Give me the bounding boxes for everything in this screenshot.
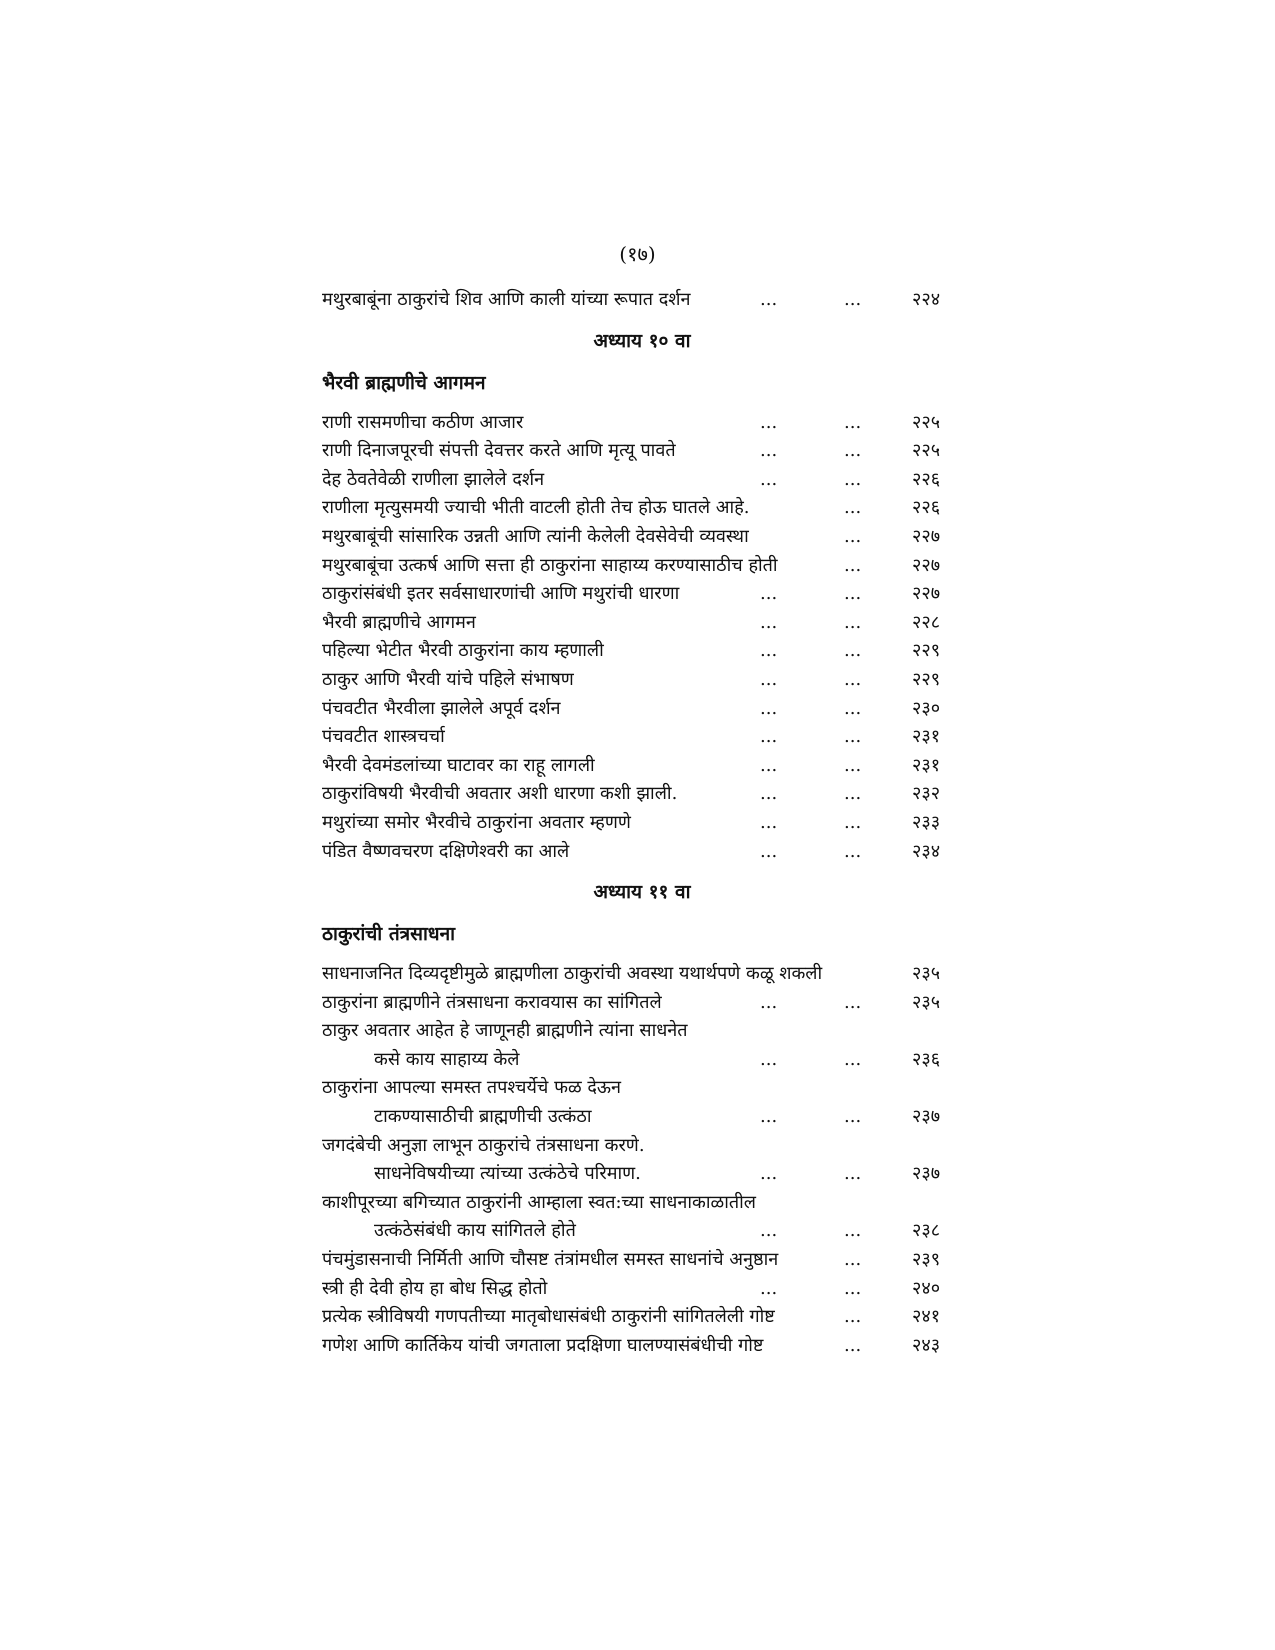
toc-entry bbox=[322, 1332, 962, 1361]
toc-page-number: २२७ bbox=[912, 583, 941, 605]
toc-page-number: २४० bbox=[912, 1277, 941, 1299]
toc-page-number: २३९ bbox=[912, 1249, 941, 1271]
toc-entry-title: पंडित वैष्णवचरण दक्षिणेश्वरी का आले bbox=[322, 840, 570, 862]
toc-entry-title: पंचवटीत भैरवीला झालेले अपूर्व दर्शन bbox=[322, 697, 561, 719]
toc-leader-dots: ... bbox=[844, 1163, 862, 1185]
toc-entry bbox=[322, 286, 962, 315]
toc-entry bbox=[322, 695, 962, 724]
toc-entry bbox=[322, 752, 962, 781]
toc-entry bbox=[322, 838, 962, 867]
toc-entry bbox=[322, 580, 962, 609]
toc-page-number: २३७ bbox=[912, 1163, 941, 1185]
toc-entry-title: भैरवी देवमंडलांच्या घाटावर का राहू लागली bbox=[322, 754, 595, 776]
toc-entry-title: मथुरबाबूंचा उत्कर्ष आणि सत्ता ही ठाकुरांना साहाय्य करण्यासाठीच होती bbox=[322, 554, 778, 576]
toc-leader-dots: ... bbox=[844, 525, 862, 547]
toc-leader-dots: ... bbox=[760, 1106, 778, 1128]
toc-entry-title: कसे काय साहाय्य केले bbox=[374, 1048, 520, 1070]
toc-leader-dots: ... bbox=[844, 289, 862, 310]
toc-page-number: २३१ bbox=[912, 754, 941, 776]
toc-entry-title: स्त्री ही देवी होय हा बोध सिद्ध होतो bbox=[322, 1277, 548, 1299]
toc-entry bbox=[322, 409, 962, 438]
toc-entry-title: काशीपूरच्या बगिच्यात ठाकुरांनी आम्हाला स्वत:च्या साधनाकाळातील bbox=[322, 1191, 756, 1213]
toc-page-number: २२६ bbox=[912, 468, 941, 490]
toc-entry-title: पहिल्या भेटीत भैरवी ठाकुरांना काय म्हणाली bbox=[322, 640, 604, 662]
toc-page-number: २३० bbox=[912, 697, 941, 719]
toc-leader-dots: ... bbox=[760, 1048, 778, 1070]
toc-entry bbox=[322, 1132, 962, 1161]
toc-page-number: २४३ bbox=[912, 1334, 941, 1356]
toc-page-number: २३७ bbox=[912, 1106, 941, 1128]
chapter-10-entry-list bbox=[322, 409, 962, 867]
toc-page-number: २२९ bbox=[912, 640, 941, 662]
toc-page-number: २३५ bbox=[912, 963, 941, 985]
toc-entry bbox=[322, 523, 962, 552]
toc-page-number: २४१ bbox=[912, 1306, 941, 1328]
toc-page-number: २२४ bbox=[912, 289, 941, 310]
toc-entry bbox=[322, 809, 962, 838]
toc-leader-dots: ... bbox=[760, 726, 778, 748]
toc-leader-dots: ... bbox=[844, 1048, 862, 1070]
toc-leader-dots: ... bbox=[760, 840, 778, 862]
toc-entry bbox=[322, 466, 962, 495]
toc-entry bbox=[322, 1017, 962, 1046]
toc-entry-title: साधनाजनित दिव्यदृष्टीमुळे ब्राह्मणीला ठाकुरांची अवस्था यथार्थपणे कळू शकली bbox=[322, 963, 823, 985]
toc-leader-dots: ... bbox=[844, 1106, 862, 1128]
toc-entry-title: ठाकुरांना आपल्या समस्त तपश्चर्येचे फळ देऊन bbox=[322, 1077, 622, 1099]
toc-page-number: २३२ bbox=[912, 783, 941, 805]
toc-entry-title: मथुरबाबूंना ठाकुरांचे शिव आणि काली यांच्या रूपात दर्शन bbox=[322, 289, 691, 310]
toc-leader-dots: ... bbox=[760, 1220, 778, 1242]
toc-entry bbox=[322, 1246, 962, 1275]
toc-leader-dots: ... bbox=[760, 754, 778, 776]
toc-page-number: २२८ bbox=[912, 611, 941, 633]
toc-leader-dots: ... bbox=[844, 583, 862, 605]
toc-entry-title: ठाकुरांविषयी भैरवीची अवतार अशी धारणा कशी झाली. bbox=[322, 783, 678, 805]
toc-page-number: २२५ bbox=[912, 411, 941, 433]
toc-entry bbox=[322, 780, 962, 809]
toc-leader-dots: ... bbox=[760, 611, 778, 633]
toc-page-number: २३५ bbox=[912, 991, 941, 1013]
toc-entry-title: उत्कंठेसंबंधी काय सांगितले होते bbox=[374, 1220, 576, 1242]
toc-page-number: २३१ bbox=[912, 726, 941, 748]
toc-leader-dots: ... bbox=[844, 668, 862, 690]
toc-page-number: २२७ bbox=[912, 554, 941, 576]
toc-entry-title: साधनेविषयीच्या त्यांच्या उत्कंठेचे परिमाण. bbox=[374, 1163, 641, 1185]
chapter-10-heading: अध्याय १० वा bbox=[593, 329, 691, 352]
toc-entry-title: मथुरांच्या समोर भैरवीचे ठाकुरांना अवतार म्हणणे bbox=[322, 811, 631, 833]
toc-page-number: २२६ bbox=[912, 497, 941, 519]
toc-entry-title: पंचमुंडासनाची निर्मिती आणि चौसष्ट तंत्रांमधील समस्त साधनांचे अनुष्ठान bbox=[322, 1249, 779, 1271]
top-entry-list bbox=[322, 286, 962, 315]
toc-entry-title: गणेश आणि कार्तिकेय यांची जगताला प्रदक्षिणा घालण्यासंबंधीची गोष्ट bbox=[322, 1334, 764, 1356]
toc-entry-title: राणी दिनाजपूरची संपत्ती देवत्तर करते आणि मृत्यू पावते bbox=[322, 440, 676, 462]
toc-leader-dots: ... bbox=[844, 468, 862, 490]
toc-entry-title: ठाकुरांना ब्राह्मणीने तंत्रसाधना करावयास का सांगितले bbox=[322, 991, 662, 1013]
toc-leader-dots: ... bbox=[844, 754, 862, 776]
toc-entry bbox=[322, 989, 962, 1018]
toc-leader-dots: ... bbox=[844, 411, 862, 433]
toc-entry-title: जगदंबेची अनुज्ञा लाभून ठाकुरांचे तंत्रसाधना करणे. bbox=[322, 1134, 645, 1156]
toc-page-number: २३४ bbox=[912, 840, 941, 862]
toc-entry bbox=[322, 1046, 962, 1075]
toc-leader-dots: ... bbox=[844, 1306, 862, 1328]
toc-entry bbox=[322, 494, 962, 523]
table-of-contents bbox=[322, 286, 962, 1360]
toc-entry bbox=[322, 666, 962, 695]
toc-entry bbox=[322, 1303, 962, 1332]
toc-leader-dots: ... bbox=[760, 468, 778, 490]
toc-leader-dots: ... bbox=[760, 289, 778, 310]
toc-entry bbox=[322, 637, 962, 666]
toc-leader-dots: ... bbox=[844, 1220, 862, 1242]
chapter-11-heading: अध्याय ११ वा bbox=[593, 881, 691, 904]
toc-page-number: २२७ bbox=[912, 525, 941, 547]
toc-entry bbox=[322, 1275, 962, 1304]
toc-entry-title: देह ठेवतेवेळी राणीला झालेले दर्शन bbox=[322, 468, 545, 490]
toc-page-number: २३८ bbox=[912, 1220, 941, 1242]
toc-leader-dots: ... bbox=[844, 1277, 862, 1299]
toc-entry bbox=[322, 723, 962, 752]
toc-entry-title: पंचवटीत शास्त्रचर्चा bbox=[322, 726, 445, 748]
toc-leader-dots: ... bbox=[844, 697, 862, 719]
toc-page-number: २२५ bbox=[912, 440, 941, 462]
toc-entry bbox=[322, 1074, 962, 1103]
chapter-11-entry-list bbox=[322, 960, 962, 1360]
toc-leader-dots: ... bbox=[844, 497, 862, 519]
toc-entry-title: भैरवी ब्राह्मणीचे आगमन bbox=[322, 611, 476, 633]
toc-entry-title: प्रत्येक स्त्रीविषयी गणपतीच्या मातृबोधासंबंधी ठाकुरांनी सांगितलेली गोष्ट bbox=[322, 1306, 775, 1328]
toc-leader-dots: ... bbox=[844, 440, 862, 462]
toc-leader-dots: ... bbox=[844, 1249, 862, 1271]
toc-entry bbox=[322, 609, 962, 638]
toc-entry bbox=[322, 552, 962, 581]
toc-leader-dots: ... bbox=[844, 783, 862, 805]
page-number: (१७) bbox=[619, 242, 656, 266]
toc-entry bbox=[322, 1189, 962, 1218]
toc-entry-title: ठाकुरांसंबंधी इतर सर्वसाधारणांची आणि मथुरांची धारणा bbox=[322, 583, 680, 605]
toc-page-number: २३६ bbox=[912, 1048, 941, 1070]
toc-leader-dots: ... bbox=[844, 840, 862, 862]
toc-entry bbox=[322, 1160, 962, 1189]
toc-entry bbox=[322, 960, 962, 989]
toc-page-number: २२९ bbox=[912, 668, 941, 690]
toc-leader-dots: ... bbox=[760, 583, 778, 605]
toc-leader-dots: ... bbox=[760, 811, 778, 833]
toc-leader-dots: ... bbox=[844, 611, 862, 633]
toc-entry bbox=[322, 1217, 962, 1246]
toc-entry-title: ठाकुर आणि भैरवी यांचे पहिले संभाषण bbox=[322, 668, 574, 690]
toc-leader-dots: ... bbox=[760, 991, 778, 1013]
toc-entry-title: राणीला मृत्युसमयी ज्याची भीती वाटली होती तेच होऊ घातले आहे. bbox=[322, 497, 750, 519]
toc-leader-dots: ... bbox=[760, 668, 778, 690]
toc-entry bbox=[322, 1103, 962, 1132]
toc-leader-dots: ... bbox=[760, 640, 778, 662]
toc-leader-dots: ... bbox=[760, 1163, 778, 1185]
toc-entry-title: ठाकुर अवतार आहेत हे जाणूनही ब्राह्मणीने त्यांना साधनेत bbox=[322, 1020, 688, 1042]
chapter-11-section-title: ठाकुरांची तंत्रसाधना bbox=[322, 923, 456, 946]
toc-entry-title: राणी रासमणीचा कठीण आजार bbox=[322, 411, 524, 433]
chapter-10-section-title: भैरवी ब्राह्मणीचे आगमन bbox=[322, 371, 486, 394]
toc-leader-dots: ... bbox=[760, 1277, 778, 1299]
toc-leader-dots: ... bbox=[844, 554, 862, 576]
toc-leader-dots: ... bbox=[760, 783, 778, 805]
toc-leader-dots: ... bbox=[760, 411, 778, 433]
toc-page-number: २३३ bbox=[912, 811, 941, 833]
toc-leader-dots: ... bbox=[844, 1334, 862, 1356]
toc-leader-dots: ... bbox=[760, 697, 778, 719]
toc-entry bbox=[322, 437, 962, 466]
toc-leader-dots: ... bbox=[844, 811, 862, 833]
toc-leader-dots: ... bbox=[844, 726, 862, 748]
toc-entry-title: टाकण्यासाठीची ब्राह्मणीची उत्कंठा bbox=[374, 1106, 592, 1128]
toc-leader-dots: ... bbox=[844, 640, 862, 662]
toc-entry-title: मथुरबाबूंची सांसारिक उन्नती आणि त्यांनी केलेली देवसेवेची व्यवस्था bbox=[322, 525, 749, 547]
toc-leader-dots: ... bbox=[844, 991, 862, 1013]
toc-leader-dots: ... bbox=[760, 440, 778, 462]
